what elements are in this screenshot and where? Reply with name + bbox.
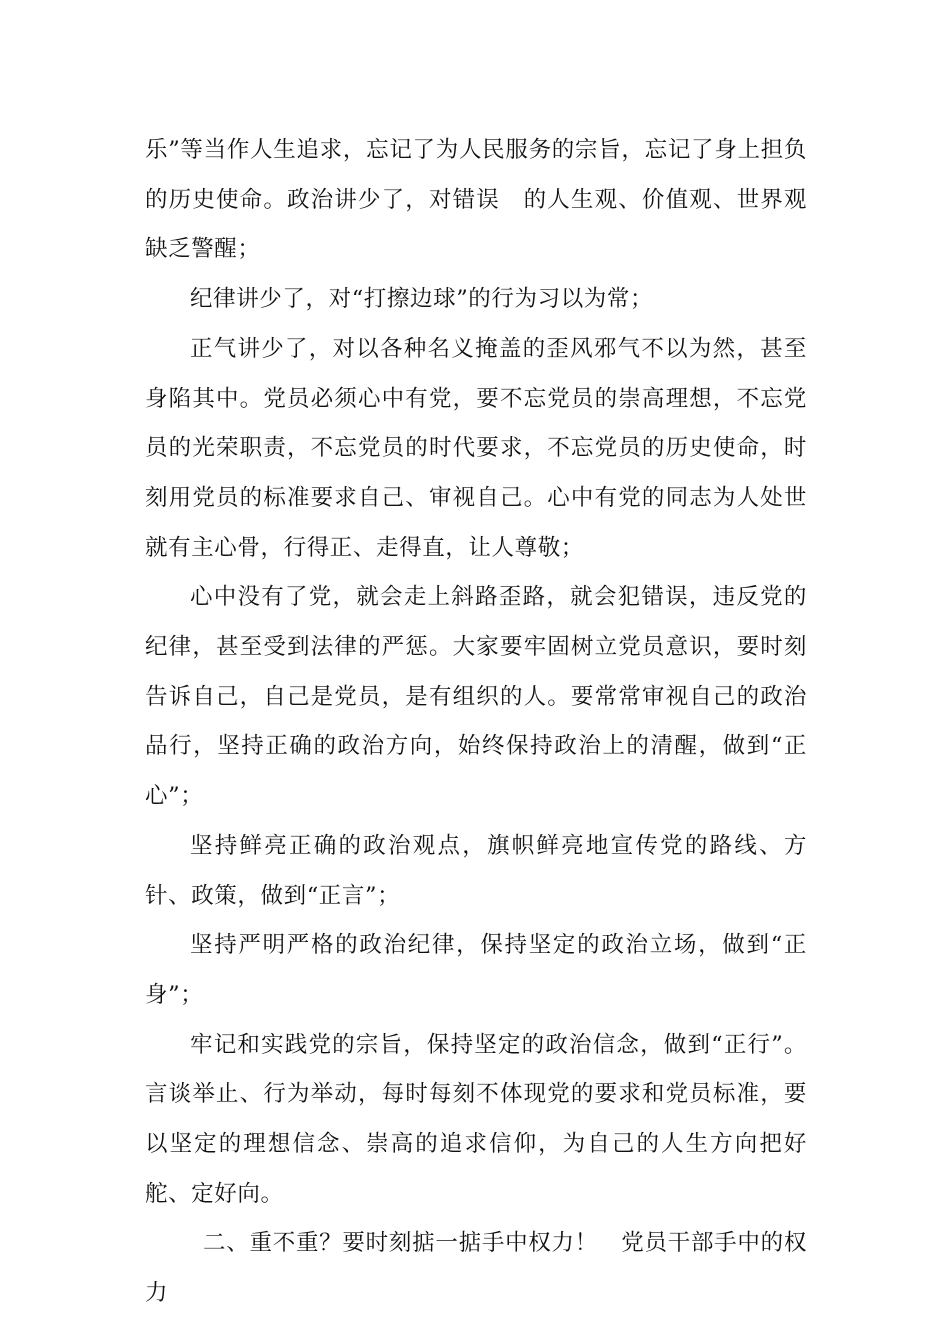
document-body — [145, 126, 807, 1319]
paragraph-1: 乐”等当作人生追求，忘记了为人民服务的宗旨，忘记了身上担负的历史使命。政治讲少了，对错误 的人生观、价值观、世界观缺乏警醒； — [145, 137, 807, 263]
paragraph-3: 正气讲少了，对以各种名义掩盖的歪风邪气不以为然，甚至身陷其中。党员必须心中有党，要不忘党员的崇高理想，不忘党员的光荣职责，不忘党员的时代要求，不忘党员的历史使命，时刻用党员的标准要求自己、审视自己。心中有党的同志为人处世就有主心骨，行得正、走得直，让人尊敬； — [145, 335, 807, 561]
paragraph-4: 心中没有了党，就会走上斜路歪路，就会犯错误，违反党的纪律，甚至受到法律的严惩。大家要牢固树立党员意识，要时刻告诉自己，自己是党员，是有组织的人。要常常审视自己的政治品行，坚持正确的政治方向，始终保持政治上的清醒，做到“正心”； — [145, 584, 807, 810]
paragraph-6: 坚持严明严格的政治纪律，保持坚定的政治立场，做到“正身”； — [145, 932, 807, 1008]
paragraph-5: 坚持鲜亮正确的政治观点，旗帜鲜亮地宣传党的路线、方针、政策，做到“正言”； — [145, 832, 807, 909]
section-heading-2: 二、重不重？要时刻掂一掂手中权力！ 党员干部手中的权力 — [145, 1230, 807, 1307]
paragraph-2: 纪律讲少了，对“打擦边球”的行为习以为常； — [190, 286, 654, 313]
paragraph-7: 牢记和实践党的宗旨，保持坚定的政治信念，做到“正行”。言谈举止、行为举动，每时每刻不体现党的要求和党员标准，要以坚定的理想信念、崇高的追求信仰，为自己的人生方向把好舵、定好向。 — [145, 1031, 807, 1207]
